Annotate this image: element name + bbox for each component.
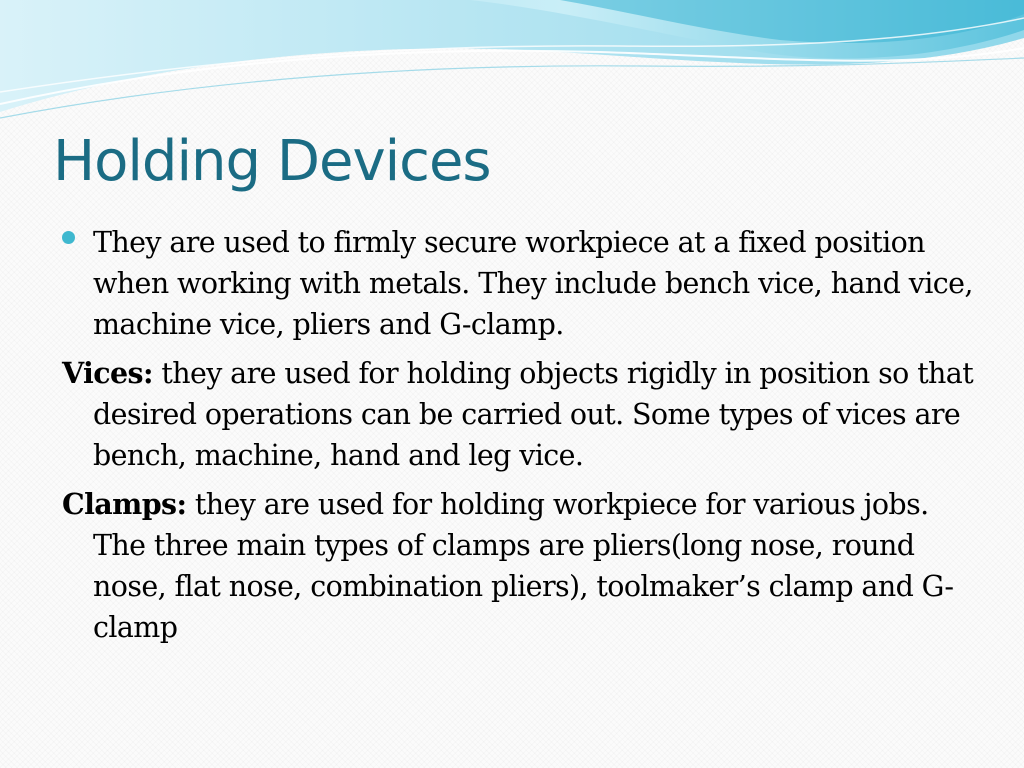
vices-text: they are used for holding objects rigidly in position so that desired operations can be carried out. Some types of vices are bench, machine, hand and leg vice.: [93, 357, 974, 472]
bullet-text: They are used to firmly secure workpiece at a fixed position when working with metals. They include bench vice, hand vice, machine vice, pliers and G-clamp.: [93, 226, 973, 341]
vices-term: Vices:: [62, 356, 153, 390]
clamps-term: Clamps:: [62, 487, 187, 521]
bullet-paragraph: [62, 222, 982, 345]
header-wave-decoration: [0, 0, 1024, 130]
slide-body: [62, 222, 982, 656]
vices-paragraph: [62, 353, 982, 476]
bullet-dot-icon: [62, 231, 75, 244]
clamps-text: they are used for holding workpiece for various jobs. The three main types of clamps are pliers(long nose, round nose, flat nose, combination pliers), toolmaker’s clamp and G-clamp: [93, 488, 954, 644]
slide-title: Holding Devices: [53, 129, 491, 194]
clamps-paragraph: [62, 484, 982, 648]
